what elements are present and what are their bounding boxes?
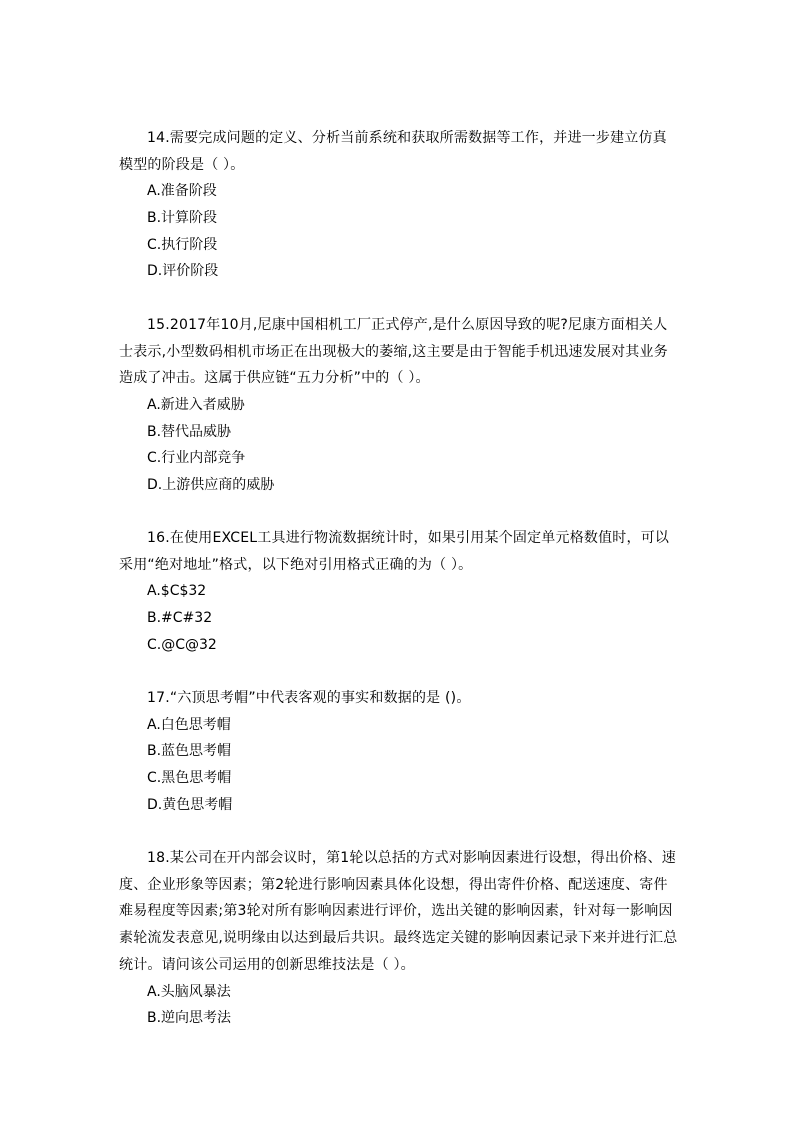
option-d: D.评价阶段 (147, 263, 219, 280)
option-a: A.白色思考帽 (147, 716, 231, 733)
option-a: A.准备阶段 (147, 183, 217, 200)
question-17 (119, 685, 679, 818)
question-text: 18.某公司在开内部会议时，第1轮以总括的方式对影响因素进行设想，得出价格、速度、企业形象等因素；第2轮进行影响因素具体化设想，得出寄件价格、配送速度、寄件难易程度等因素;第3轮对所有影响因素进行评价，选出关键的影响因素，针对每一影响因素轮流发表意见,说明缘由以达到最后共识。最终选定关键的影响因素记录下来并进行汇总统计。请问该公司运用的创新思维技法是（ ）。 (119, 850, 678, 973)
question-18 (119, 845, 679, 1032)
option-list (119, 979, 679, 1032)
option-a: A.新进入者威胁 (147, 397, 245, 414)
question-text: 15.2017年10月,尼康中国相机工厂正式停产,是什么原因导致的呢?尼康方面相关人士表示,小型数码相机市场正在出现极大的萎缩,这主要是由于智能手机迅速发展对其业务造成了冲击。这属于供应链“五力分析”中的（ ）。 (119, 317, 668, 387)
option-b: B.#C#32 (147, 610, 213, 627)
option-c: C.执行阶段 (147, 236, 218, 253)
question-16 (119, 525, 679, 658)
option-list (119, 578, 679, 658)
option-d: D.上游供应商的威胁 (147, 477, 275, 494)
question-14 (119, 125, 679, 285)
option-a: A.$C$32 (147, 583, 207, 600)
question-text: 14.需要完成问题的定义、分析当前系统和获取所需数据等工作，并进一步建立仿真模型的阶段是（ ）。 (119, 130, 667, 173)
option-c: C.行业内部竞争 (147, 450, 246, 467)
option-b: B.蓝色思考帽 (147, 743, 232, 760)
option-b: B.计算阶段 (147, 210, 218, 227)
option-c: C.@C@32 (147, 636, 217, 653)
option-c: C.黑色思考帽 (147, 770, 232, 787)
option-list (119, 178, 679, 285)
option-a: A.头脑风暴法 (147, 983, 231, 1000)
question-text: 16.在使用EXCEL工具进行物流数据统计时，如果引用某个固定单元格数值时，可以采用“绝对地址”格式，以下绝对引用格式正确的为（ ）。 (119, 530, 670, 573)
option-list (119, 392, 679, 499)
option-b: B.逆向思考法 (147, 1010, 232, 1027)
option-b: B.替代品威胁 (147, 423, 232, 440)
question-text: 17.“六顶思考帽”中代表客观的事实和数据的是 ()。 (147, 690, 471, 706)
option-d: D.黄色思考帽 (147, 796, 233, 813)
option-list (119, 712, 679, 819)
question-15 (119, 312, 679, 499)
